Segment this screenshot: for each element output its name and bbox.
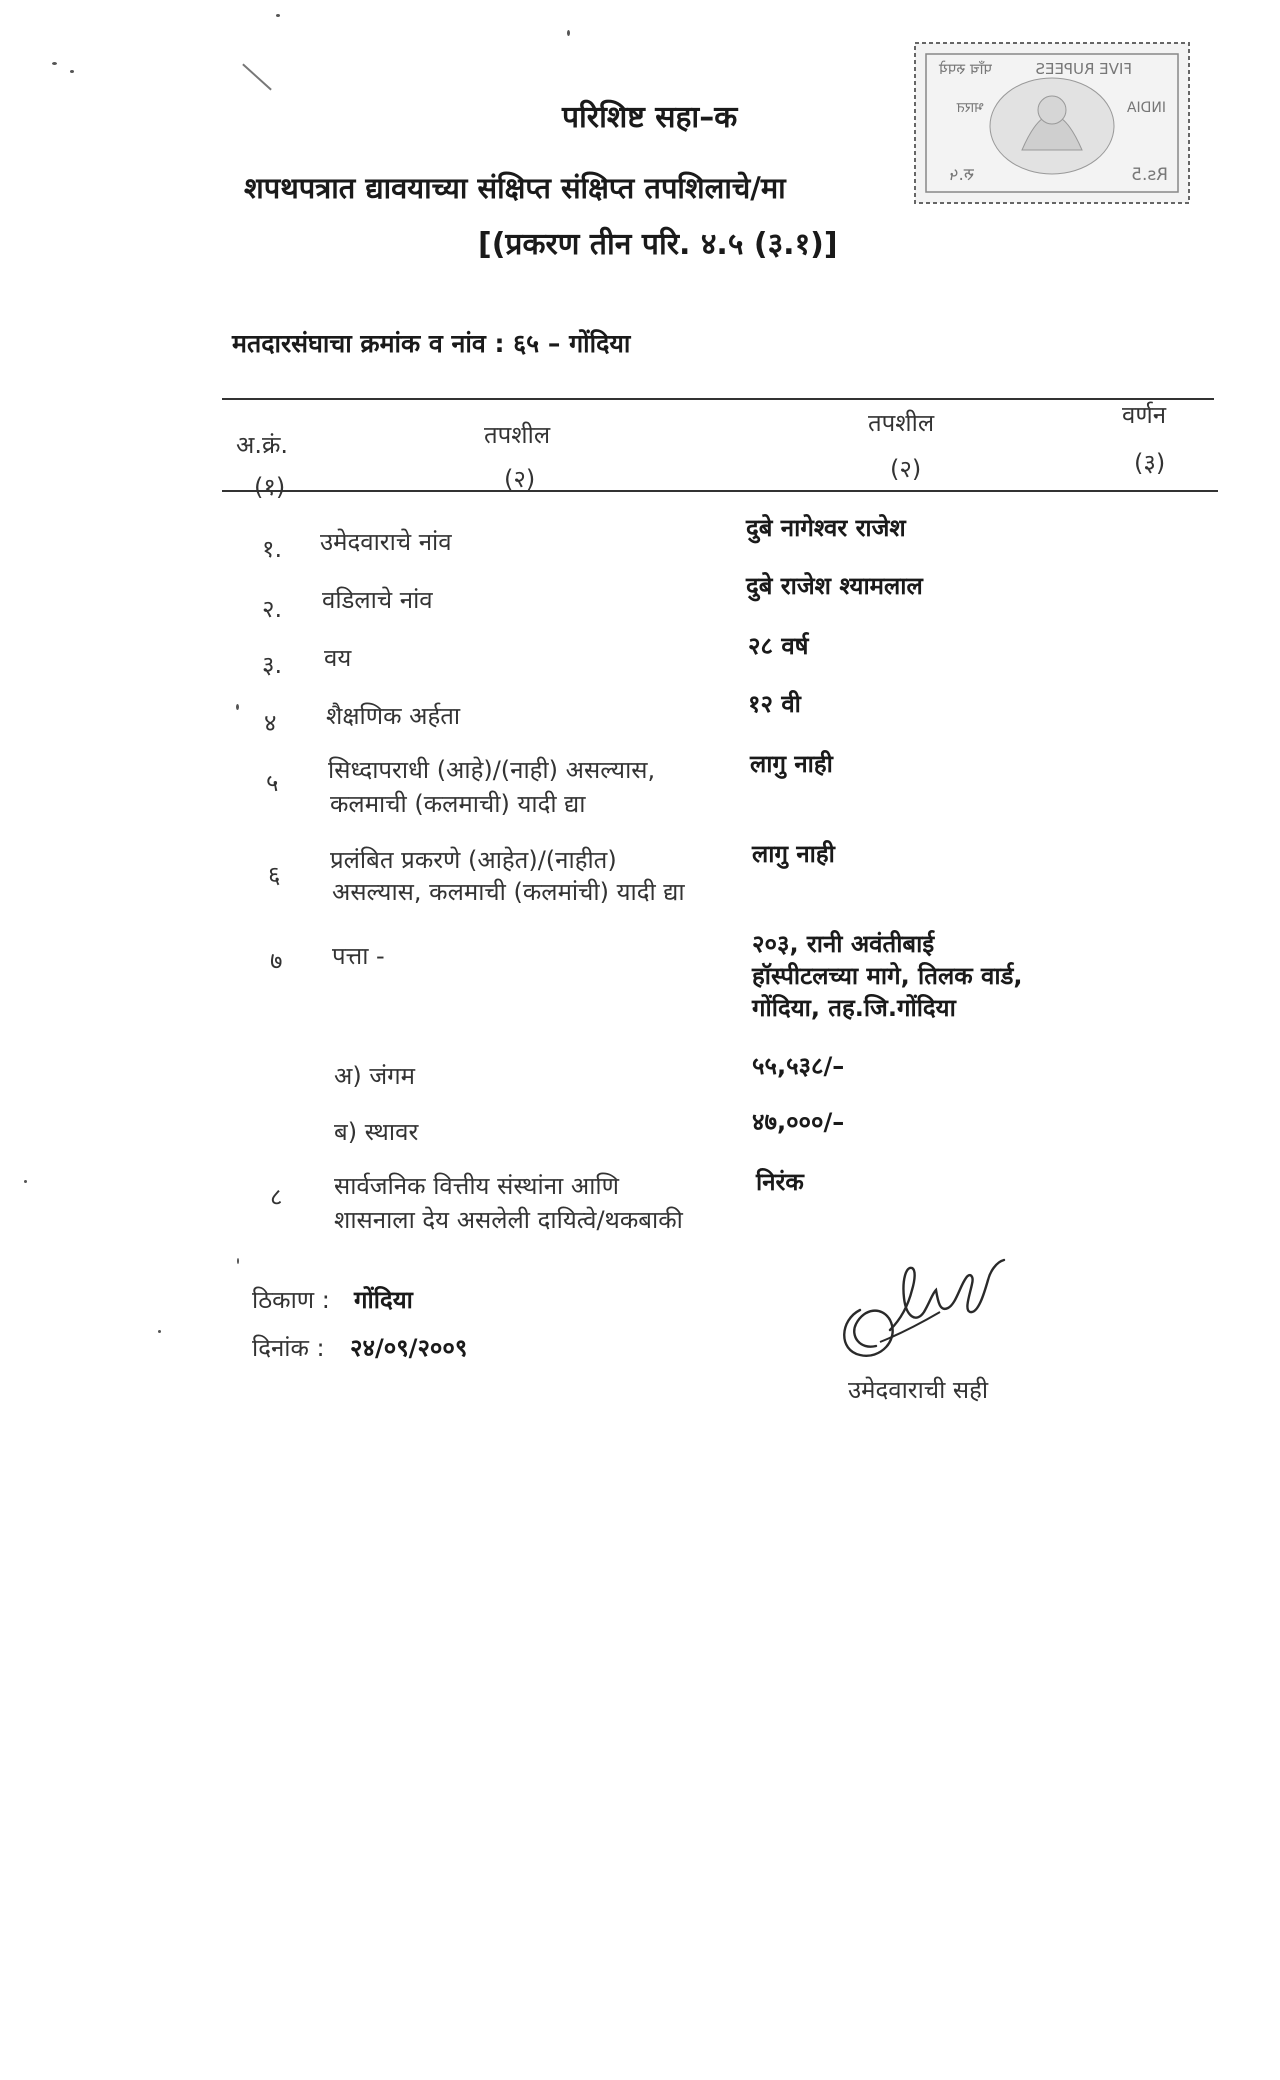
row-value: २८ वर्ष — [748, 632, 809, 660]
date-label: दिनांक : — [252, 1334, 325, 1362]
row-field: पत्ता - — [332, 942, 385, 970]
row-number: ८ — [270, 1183, 283, 1211]
document-subtitle: शपथपत्रात द्यावयाच्या संक्षिप्त संक्षिप्त तपशिलाचे/मा — [244, 171, 786, 205]
svg-text:भारत: भारत — [956, 100, 984, 116]
row-field: अ) जंगम — [334, 1062, 416, 1090]
row-field: असल्यास, कलमाची (कलमांची) यादी द्या — [332, 878, 685, 906]
revenue-stamp — [912, 40, 1192, 206]
row-field: शासनाला देय असलेली दायित्वे/थकबाकी — [334, 1206, 683, 1234]
svg-text:FIVE RUPEES: FIVE RUPEES — [1035, 60, 1132, 78]
header-details-2-num: (२) — [890, 455, 922, 483]
candidate-signature — [820, 1250, 1020, 1380]
stamp-graphic — [912, 40, 1192, 206]
svg-text:INDIA: INDIA — [1126, 100, 1166, 116]
row-field: प्रलंबित प्रकरणे (आहेत)/(नाहीत) — [330, 846, 617, 874]
row-value: हॉस्पीटलच्या मागे, तिलक वार्ड, — [752, 962, 1023, 990]
row-number: ५ — [266, 769, 279, 797]
constituency-label: मतदारसंघाचा क्रमांक व नांव : ६५ – गोंदिया — [232, 329, 631, 358]
row-field: वडिलाचे नांव — [322, 586, 433, 614]
header-description: वर्णन — [1122, 401, 1167, 429]
date-value: २४/०९/२००९ — [350, 1334, 468, 1362]
place-value: गोंदिया — [354, 1286, 413, 1314]
scan-speck — [237, 1258, 239, 1264]
scan-speck — [24, 1180, 27, 1183]
header-details-2: तपशील — [868, 409, 935, 437]
document-reference: [(प्रकरण तीन परि. ४.५ (३.१)] — [478, 227, 838, 262]
header-details: तपशील — [484, 421, 551, 449]
row-value: लागु नाही — [750, 750, 833, 778]
row-number: ४ — [264, 709, 277, 737]
scan-speck — [52, 62, 57, 65]
svg-text:रु.५: रु.५ — [949, 165, 974, 185]
row-value: १२ वी — [748, 690, 801, 718]
row-field: उमेदवाराचे नांव — [320, 528, 452, 556]
row-value: लागु नाही — [752, 840, 835, 868]
row-field: ब) स्थावर — [334, 1118, 419, 1146]
row-number: ३. — [262, 651, 283, 679]
place-label: ठिकाण : — [252, 1286, 330, 1314]
scan-speck — [236, 704, 239, 710]
row-value: ४७,०००/– — [752, 1108, 845, 1136]
row-number: ६ — [268, 861, 281, 889]
row-value: दुबे राजेश श्यामलाल — [746, 572, 923, 600]
svg-text:Rs.5: Rs.5 — [1131, 165, 1168, 185]
scan-speck — [70, 70, 74, 73]
header-description-num: (३) — [1134, 449, 1166, 477]
scan-speck — [276, 14, 280, 17]
row-field: शैक्षणिक अर्हता — [326, 702, 461, 730]
header-details-num: (२) — [504, 465, 536, 493]
svg-text:पाँच रुपये: पाँच रुपये — [939, 60, 992, 78]
row-number: २. — [262, 595, 283, 623]
row-value: २०३, रानी अवंतीबाई — [752, 930, 935, 958]
table-top-rule — [222, 398, 1214, 400]
row-field: कलमाची (कलमाची) यादी द्या — [330, 790, 586, 818]
table-header-rule — [222, 490, 1218, 492]
scan-speck — [567, 30, 570, 36]
row-field: सार्वजनिक वित्तीय संस्थांना आणि — [334, 1172, 619, 1200]
row-number: १. — [262, 535, 283, 563]
row-number: ७ — [270, 947, 283, 975]
scan-mark — [242, 64, 272, 91]
document-title: परिशिष्ट सहा–क — [562, 100, 738, 135]
row-value: गोंदिया, तह.जि.गोंदिया — [752, 994, 956, 1022]
row-value: ५५,५३८/– — [752, 1052, 845, 1080]
row-value: निरंक — [756, 1168, 804, 1196]
signature-caption: उमेदवाराची सही — [848, 1376, 989, 1404]
row-value: दुबे नागेश्वर राजेश — [746, 514, 906, 542]
header-sr-no-num: (१) — [254, 473, 286, 501]
row-field: सिध्दापराधी (आहे)/(नाही) असल्यास, — [328, 756, 656, 784]
scan-speck — [158, 1330, 161, 1333]
header-sr-no: अ.क्रं. — [236, 431, 289, 459]
row-field: वय — [324, 644, 352, 672]
